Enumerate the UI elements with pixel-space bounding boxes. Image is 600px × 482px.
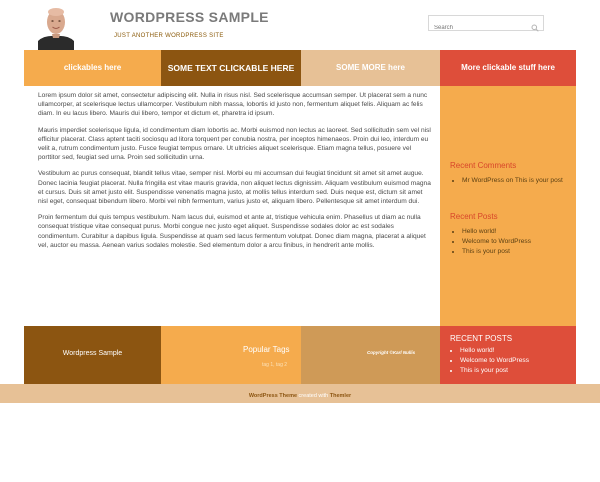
recent-comment-item[interactable]: • Mr WordPress on This is your post [462, 176, 572, 186]
bottom-credits-bar [0, 384, 600, 403]
content-paragraph: Mauris imperdiet scelerisque ligula, id condimentum diam lobortis ac. Morbi euismod non lectus ac laoreet. Sed sollicitudin sem vel nisl efficitur placerat. Class aptent taciti sociosqu ad litora torquent per conubia nostra, per inceptos himenaeos. Proin dui leo, interdum eu velit a, rutrum condimentum justo. Fusce feugiat tempus ornare. Ut ultricies aliquet scelerisque. Etiam magna tellus, posuere vel porttitor sed, feugiat sed urna. Proin sed sollicitudin urna. [38, 126, 431, 162]
nav-item-label: SOME MORE here [336, 63, 405, 72]
footer-recent-posts-list [450, 346, 529, 375]
footer-col-site [24, 326, 161, 384]
footer-col-tags [161, 326, 301, 384]
footer-col-recent-posts [440, 326, 576, 384]
footer-site-title: Wordpress Sample [62, 350, 123, 357]
recent-posts-heading: Recent Posts [450, 212, 498, 221]
content-paragraph: Proin fermentum dui quis tempus vestibulum. Nam lacus dui, euismod et ante at, tristique vehicula enim. Phasellus ut diam ac nulla consequat tristique vitae consequat purus. Morbi congue nec justo eget aliquet. Suspendisse sodales dolor ac est sodales condimentum. Curabitur a dapibus ligula. Suspendisse at quam sed lacus fermentum volutpat. Donec diam magna, placerat a aliquet vel, auctor eu massa. Aenean varius sodales molestie. Sed elementum dolor a arcu finibus, in hendrerit ante mollis. [38, 214, 426, 249]
popular-tags-heading: Popular Tags [243, 345, 290, 354]
avatar [38, 5, 74, 50]
footer-recent-post-item[interactable]: • This is your post [460, 366, 529, 376]
tag-list[interactable]: tag 1, tag 2 [262, 362, 288, 368]
footer-recent-post-item[interactable]: • Hello world! [460, 346, 529, 356]
recent-post-item[interactable]: • Welcome to WordPress [462, 237, 531, 247]
footer-recent-post-item[interactable]: • Welcome to WordPress [460, 356, 529, 366]
recent-comments-heading: Recent Comments [450, 161, 517, 170]
nav-item-label: SOME TEXT CLICKABLE HERE [167, 63, 295, 73]
footer-col-copyright [301, 326, 440, 384]
footer-widgets [24, 326, 576, 384]
content-paragraph: Vestibulum ac purus consequat, blandit tellus vitae, semper nisl. Morbi eu mi accumsan dui feugiat tincidunt sit amet sit amet augue. Donec lacinia feugiat placerat. Nulla fringilla est vitae mauris gravida, non aliquet lectus dignissim. Aliquam vestibulum euismod magna et cursus. Duis sit amet justo elit. Suspendisse venenatis magna justo, at mollis tellus interdum sed. Duis neque est, dictum sit amet nisl eget, consequat bibendum libero. Morbi vel nibh fermentum, varius justo et, aliquam libero. Pellentesque sit amet interdum dui. [38, 170, 431, 206]
nav-item-clickables[interactable] [24, 50, 161, 86]
nav-item-label: More clickable stuff here [461, 63, 555, 72]
sidebar [440, 86, 576, 326]
site-title[interactable]: WORDPRESS SAMPLE [110, 9, 269, 25]
search-box [428, 15, 544, 31]
credits-text: created with [297, 393, 330, 399]
recent-post-item[interactable]: • This is your post [462, 247, 531, 257]
nav-item-label: clickables here [63, 63, 122, 72]
credits-themler-link[interactable]: Themler [329, 393, 352, 399]
content-paragraph: Lorem ipsum dolor sit amet, consectetur adipiscing elit. Nulla in risus nisl. Sed scelerisque accumsan semper. Ut placerat sem a nunc ullamcorper, at scelerisque lectus ullamcorper. Vestibulum nibh massa, lobortis id justo non, fermentum aliquet felis. Aliquam ac felis diam. In eu lacus libero. Mauris dui libero, tempor et dictum et, pharetra id ipsum. [38, 92, 428, 118]
credits-theme-link[interactable]: WordPress Theme [248, 393, 298, 399]
site-tagline: JUST ANOTHER WORDPRESS SITE [114, 33, 224, 39]
nav-item-more-clickable[interactable] [440, 50, 576, 86]
main-nav [24, 50, 576, 86]
recent-post-item[interactable]: • Hello world! [462, 227, 531, 237]
main-content [24, 86, 440, 326]
copyright-text: Copyright ©Karl Nullis [367, 350, 416, 355]
site-header [0, 0, 600, 50]
search-input[interactable] [429, 21, 530, 35]
recent-posts-list [452, 227, 531, 256]
search-icon[interactable] [531, 19, 539, 27]
recent-comments-list [452, 176, 572, 186]
footer-recent-posts-heading: RECENT POSTS [450, 334, 513, 343]
nav-item-some-more[interactable] [301, 50, 440, 86]
nav-item-some-text[interactable] [161, 50, 301, 86]
